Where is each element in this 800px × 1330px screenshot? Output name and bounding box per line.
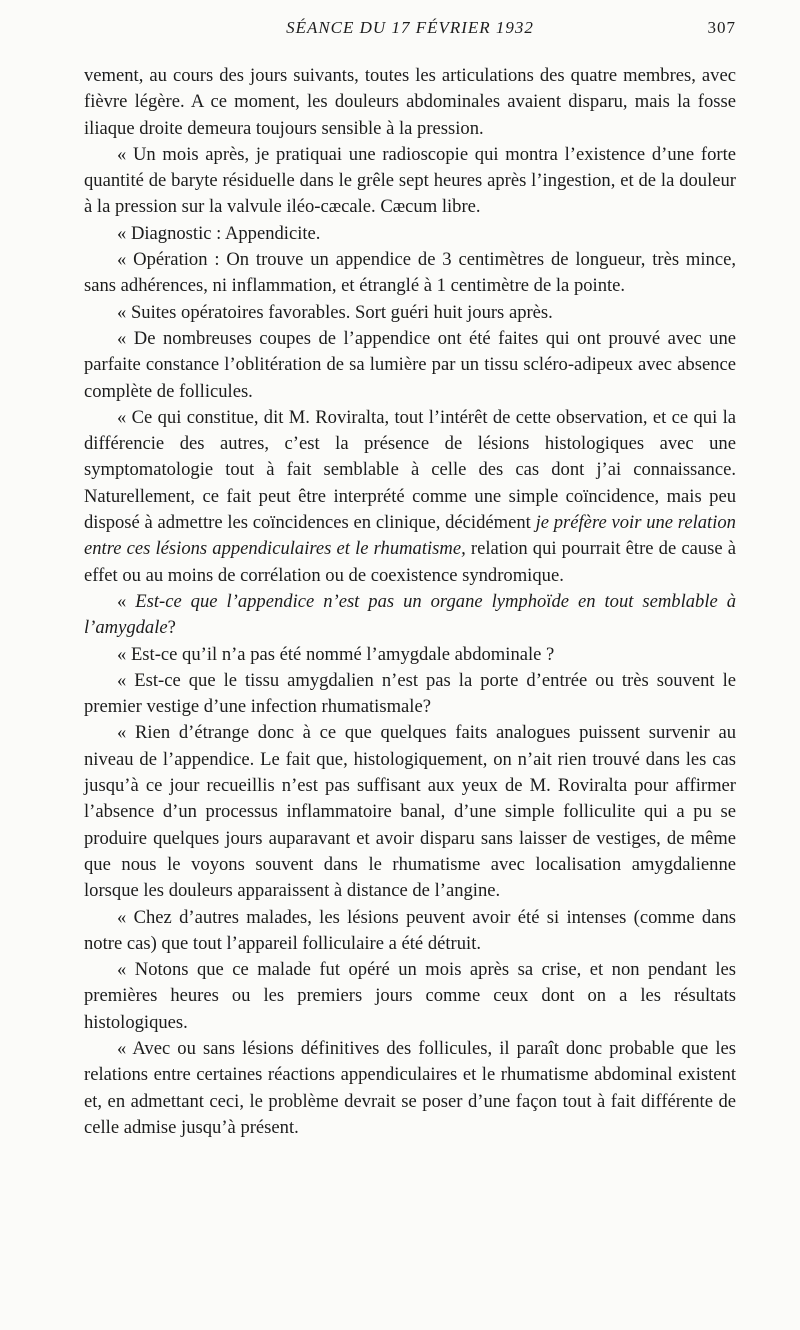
header-title: SÉANCE DU 17 FÉVRIER 1932	[286, 18, 534, 37]
paragraph: « Chez d’autres malades, les lésions peuvent avoir été si intenses (comme dans notre cas) que tout l’appareil folliculaire a été détruit.	[84, 906, 736, 954]
page-number: 307	[707, 18, 736, 37]
paragraph: « Un mois après, je pratiquai une radioscopie qui montra l’existence d’une forte quantité de baryte résiduelle dans le grêle sept heures après l’ingestion, et de la douleur à la pression sur la valvule iléo-cæcale. Cæcum libre.	[84, 143, 736, 218]
paragraph	[84, 405, 736, 589]
paragraph: « Notons que ce malade fut opéré un mois après sa crise, et non pendant les premières heures ou les premiers jours comme ceux dont on a les résultats histologiques.	[84, 959, 736, 1033]
paragraph: « De nombreuses coupes de l’appendice ont été faites qui ont prouvé avec une parfaite constance l’oblitération de sa lumière par un tissu scléro-adipeux avec absence complète de follicules.	[84, 327, 736, 402]
paragraph-continuation: vement, au cours des jours suivants, toutes les articulations des quatre membres, avec fièvre légère. A ce moment, les douleurs abdominales avaient disparu, mais la fosse iliaque droite demeura toujours sensible à la pression.	[84, 65, 736, 139]
text-run: «	[117, 590, 136, 612]
text-run: relation qui pourrait être de cause à effet ou au moins de corrélation ou de coexistence syndromique.	[84, 538, 737, 586]
paragraph: « Diagnostic : Appendicite.	[117, 222, 321, 244]
body-text	[84, 63, 736, 1141]
text-run: ?	[167, 617, 176, 639]
italic-text-run: je préfère voir une relation entre ces lésions appendiculaires et le rhumatisme,	[84, 512, 736, 560]
text-run: « Ce qui constitue, dit M. Roviralta, tout l’intérêt de cette observation, et ce qui la différencie des autres, c’est la présence de lésions histologiques avec une symptomatologie tout à fait semblable à celle des cas dont j’ai connaissance. Naturellement, ce fait peut être interprété comme une simple coïncidence, mais peu disposé à admettre les coïncidences en clinique, décidément	[84, 406, 736, 534]
italic-text-run: Est-ce que l’appendice n’est pas un organe lymphoïde en tout semblable à l’amygdale	[84, 590, 737, 639]
paragraph: « Opération : On trouve un appendice de 3 centimètres de longueur, très mince, sans adhérences, ni inflammation, et étranglé à 1 centimètre de la pointe.	[84, 249, 736, 297]
paragraph: « Est-ce qu’il n’a pas été nommé l’amygdale abdominale ?	[117, 643, 555, 665]
paragraph: « Est-ce que le tissu amygdalien n’est pas la porte d’entrée ou très souvent le premier vestige d’une infection rhumatismale?	[84, 669, 736, 718]
running-header	[84, 18, 736, 46]
paragraph	[84, 589, 736, 642]
paragraph: « Avec ou sans lésions définitives des follicules, il paraît donc probable que les relations entre certaines réactions appendiculaires et le rhumatisme abdominal existent et, en admettant ceci, le problème devrait se poser d’une façon tout à fait différente de celle admise jusqu’à présent.	[84, 1037, 736, 1138]
paragraph: « Rien d’étrange donc à ce que quelques faits analogues puissent survenir au niveau de l’appendice. Le fait que, histologiquement, on n’ait rien trouvé dans les cas jusqu’à ce jour recueillis n’est pas suffisant aux yeux de M. Roviralta pour affirmer l’absence d’un processus inflammatoire banal, d’une simple folliculite qui a pu se produire quelques jours auparavant et avoir disparu sans laisser de vestiges, de même que nous le voyons souvent dans le rhumatisme avec localisation amygdalienne lorsque les douleurs apparaissent à distance de l’angine.	[84, 722, 736, 902]
paragraph: « Suites opératoires favorables. Sort guéri huit jours après.	[117, 301, 553, 323]
